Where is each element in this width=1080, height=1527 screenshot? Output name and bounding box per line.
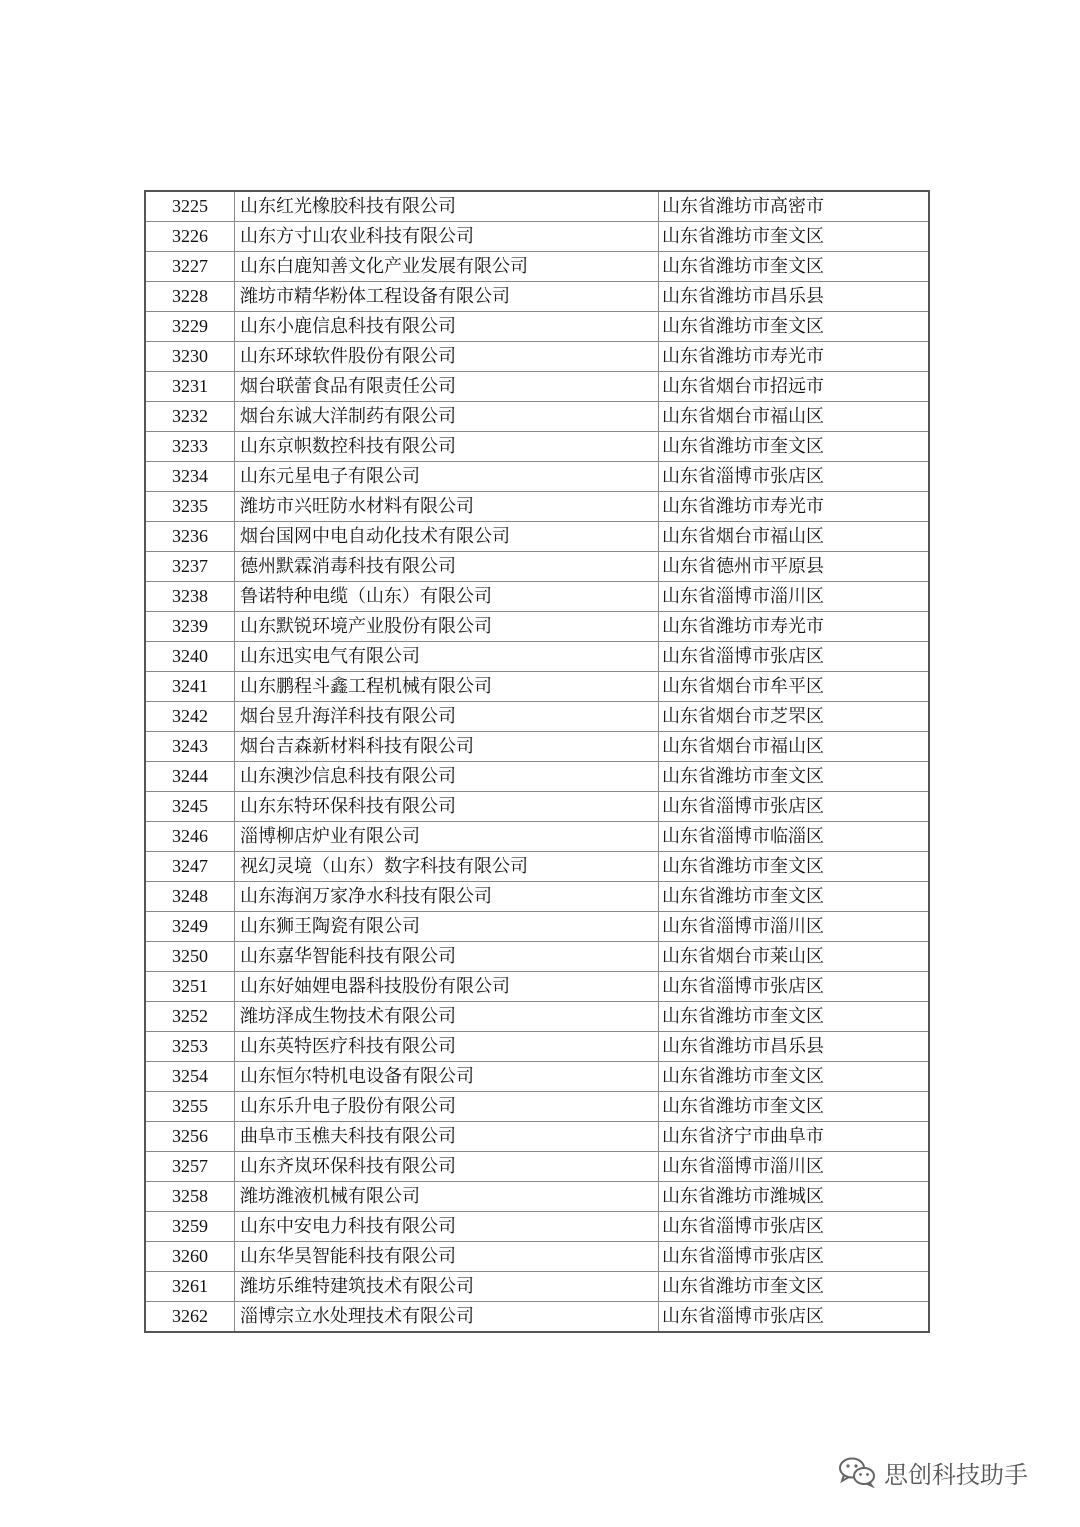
company-name: 潍坊市精华粉体工程设备有限公司 [235, 282, 659, 312]
company-location: 山东省潍坊市奎文区 [659, 1272, 930, 1302]
table-row [145, 642, 929, 672]
company-name: 山东京帜数控科技有限公司 [235, 432, 659, 462]
table-row [145, 552, 929, 582]
table-row [145, 1272, 929, 1302]
company-name: 山东嘉华智能科技有限公司 [235, 942, 659, 972]
table-row [145, 1122, 929, 1152]
table-row [145, 342, 929, 372]
row-number: 3255 [145, 1092, 235, 1122]
table-row [145, 582, 929, 612]
row-number: 3253 [145, 1032, 235, 1062]
table-row [145, 1152, 929, 1182]
company-location: 山东省淄博市张店区 [659, 642, 930, 672]
table-body [145, 191, 929, 1332]
table-row [145, 612, 929, 642]
row-number: 3243 [145, 732, 235, 762]
company-name: 山东小鹿信息科技有限公司 [235, 312, 659, 342]
company-location: 山东省潍坊市寿光市 [659, 612, 930, 642]
company-location: 山东省潍坊市寿光市 [659, 492, 930, 522]
company-name: 潍坊乐维特建筑技术有限公司 [235, 1272, 659, 1302]
company-location: 山东省潍坊市奎文区 [659, 852, 930, 882]
company-location: 山东省潍坊市高密市 [659, 191, 930, 222]
table-row [145, 972, 929, 1002]
company-name: 山东迅实电气有限公司 [235, 642, 659, 672]
row-number: 3231 [145, 372, 235, 402]
company-location: 山东省潍坊市奎文区 [659, 312, 930, 342]
row-number: 3262 [145, 1302, 235, 1333]
company-location: 山东省淄博市临淄区 [659, 822, 930, 852]
company-location: 山东省潍坊市寿光市 [659, 342, 930, 372]
company-name: 山东鹏程斗鑫工程机械有限公司 [235, 672, 659, 702]
table-row [145, 732, 929, 762]
table-row [145, 222, 929, 252]
company-name: 山东海润万家净水科技有限公司 [235, 882, 659, 912]
table-row [145, 191, 929, 222]
company-name: 曲阜市玉樵夫科技有限公司 [235, 1122, 659, 1152]
company-location: 山东省潍坊市奎文区 [659, 882, 930, 912]
company-location: 山东省潍坊市奎文区 [659, 1092, 930, 1122]
row-number: 3225 [145, 191, 235, 222]
watermark [838, 1452, 1028, 1492]
row-number: 3228 [145, 282, 235, 312]
table-row [145, 942, 929, 972]
row-number: 3254 [145, 1062, 235, 1092]
company-location: 山东省潍坊市奎文区 [659, 1062, 930, 1092]
table-row [145, 882, 929, 912]
company-location: 山东省淄博市淄川区 [659, 1152, 930, 1182]
company-name: 山东齐岚环保科技有限公司 [235, 1152, 659, 1182]
row-number: 3246 [145, 822, 235, 852]
row-number: 3258 [145, 1182, 235, 1212]
row-number: 3240 [145, 642, 235, 672]
company-name: 淄博宗立水处理技术有限公司 [235, 1302, 659, 1333]
company-location: 山东省潍坊市潍城区 [659, 1182, 930, 1212]
row-number: 3237 [145, 552, 235, 582]
row-number: 3245 [145, 792, 235, 822]
company-location: 山东省淄博市张店区 [659, 1302, 930, 1333]
table-row [145, 402, 929, 432]
company-name: 山东红光橡胶科技有限公司 [235, 191, 659, 222]
row-number: 3256 [145, 1122, 235, 1152]
company-location: 山东省烟台市牟平区 [659, 672, 930, 702]
company-name: 山东默锐环境产业股份有限公司 [235, 612, 659, 642]
company-location: 山东省淄博市淄川区 [659, 912, 930, 942]
table-row [145, 1212, 929, 1242]
row-number: 3247 [145, 852, 235, 882]
row-number: 3236 [145, 522, 235, 552]
row-number: 3259 [145, 1212, 235, 1242]
wechat-icon [838, 1456, 876, 1488]
company-location: 山东省潍坊市奎文区 [659, 1002, 930, 1032]
company-list-table [144, 190, 930, 1333]
row-number: 3226 [145, 222, 235, 252]
table-row [145, 762, 929, 792]
company-location: 山东省潍坊市奎文区 [659, 432, 930, 462]
company-name: 潍坊泽成生物技术有限公司 [235, 1002, 659, 1032]
row-number: 3260 [145, 1242, 235, 1272]
row-number: 3238 [145, 582, 235, 612]
row-number: 3257 [145, 1152, 235, 1182]
table-row [145, 822, 929, 852]
row-number: 3251 [145, 972, 235, 1002]
company-location: 山东省潍坊市奎文区 [659, 762, 930, 792]
company-name: 潍坊市兴旺防水材料有限公司 [235, 492, 659, 522]
company-name: 鲁诺特种电缆（山东）有限公司 [235, 582, 659, 612]
table-row [145, 1002, 929, 1032]
company-location: 山东省潍坊市奎文区 [659, 252, 930, 282]
company-location: 山东省潍坊市奎文区 [659, 222, 930, 252]
company-location: 山东省淄博市张店区 [659, 1242, 930, 1272]
company-name: 德州默霖消毒科技有限公司 [235, 552, 659, 582]
company-name: 山东英特医疗科技有限公司 [235, 1032, 659, 1062]
table-row [145, 372, 929, 402]
company-location: 山东省烟台市福山区 [659, 732, 930, 762]
company-location: 山东省淄博市张店区 [659, 462, 930, 492]
table-row [145, 1092, 929, 1122]
company-name: 山东环球软件股份有限公司 [235, 342, 659, 372]
company-location: 山东省淄博市张店区 [659, 792, 930, 822]
row-number: 3252 [145, 1002, 235, 1032]
table-row [145, 252, 929, 282]
row-number: 3233 [145, 432, 235, 462]
company-name: 山东狮王陶瓷有限公司 [235, 912, 659, 942]
company-location: 山东省淄博市淄川区 [659, 582, 930, 612]
company-location: 山东省烟台市芝罘区 [659, 702, 930, 732]
table-row [145, 1302, 929, 1333]
table-row [145, 702, 929, 732]
row-number: 3242 [145, 702, 235, 732]
table-row [145, 672, 929, 702]
company-name: 烟台吉森新材料科技有限公司 [235, 732, 659, 762]
company-name: 山东澳沙信息科技有限公司 [235, 762, 659, 792]
company-location: 山东省淄博市张店区 [659, 1212, 930, 1242]
company-name: 山东中安电力科技有限公司 [235, 1212, 659, 1242]
table-row [145, 1032, 929, 1062]
table-row [145, 1242, 929, 1272]
company-location: 山东省烟台市招远市 [659, 372, 930, 402]
company-name: 潍坊潍液机械有限公司 [235, 1182, 659, 1212]
company-location: 山东省潍坊市昌乐县 [659, 1032, 930, 1062]
table-row [145, 312, 929, 342]
row-number: 3229 [145, 312, 235, 342]
company-location: 山东省潍坊市昌乐县 [659, 282, 930, 312]
company-name: 烟台联蕾食品有限责任公司 [235, 372, 659, 402]
company-name: 山东东特环保科技有限公司 [235, 792, 659, 822]
table-row [145, 1182, 929, 1212]
table-row [145, 492, 929, 522]
table-row [145, 1062, 929, 1092]
company-location: 山东省淄博市张店区 [659, 972, 930, 1002]
row-number: 3232 [145, 402, 235, 432]
company-name: 山东白鹿知善文化产业发展有限公司 [235, 252, 659, 282]
table-row [145, 282, 929, 312]
company-name: 山东好妯娌电器科技股份有限公司 [235, 972, 659, 1002]
row-number: 3261 [145, 1272, 235, 1302]
table-row [145, 432, 929, 462]
company-name: 山东方寸山农业科技有限公司 [235, 222, 659, 252]
row-number: 3250 [145, 942, 235, 972]
company-location: 山东省烟台市福山区 [659, 522, 930, 552]
company-name: 视幻灵境（山东）数字科技有限公司 [235, 852, 659, 882]
table-row [145, 792, 929, 822]
company-location: 山东省德州市平原县 [659, 552, 930, 582]
company-name: 烟台国网中电自动化技术有限公司 [235, 522, 659, 552]
company-name: 烟台昱升海洋科技有限公司 [235, 702, 659, 732]
table-row [145, 522, 929, 552]
company-location: 山东省烟台市福山区 [659, 402, 930, 432]
company-name: 山东华昊智能科技有限公司 [235, 1242, 659, 1272]
row-number: 3227 [145, 252, 235, 282]
company-location: 山东省烟台市莱山区 [659, 942, 930, 972]
table-row [145, 852, 929, 882]
row-number: 3235 [145, 492, 235, 522]
table-row [145, 462, 929, 492]
company-name: 烟台东诚大洋制药有限公司 [235, 402, 659, 432]
row-number: 3249 [145, 912, 235, 942]
row-number: 3244 [145, 762, 235, 792]
row-number: 3234 [145, 462, 235, 492]
watermark-text: 思创科技助手 [884, 1460, 1028, 1489]
row-number: 3241 [145, 672, 235, 702]
company-name: 山东乐升电子股份有限公司 [235, 1092, 659, 1122]
row-number: 3230 [145, 342, 235, 372]
row-number: 3248 [145, 882, 235, 912]
table-row [145, 912, 929, 942]
company-location: 山东省济宁市曲阜市 [659, 1122, 930, 1152]
row-number: 3239 [145, 612, 235, 642]
company-name: 山东元星电子有限公司 [235, 462, 659, 492]
company-name: 淄博柳店炉业有限公司 [235, 822, 659, 852]
company-name: 山东恒尔特机电设备有限公司 [235, 1062, 659, 1092]
